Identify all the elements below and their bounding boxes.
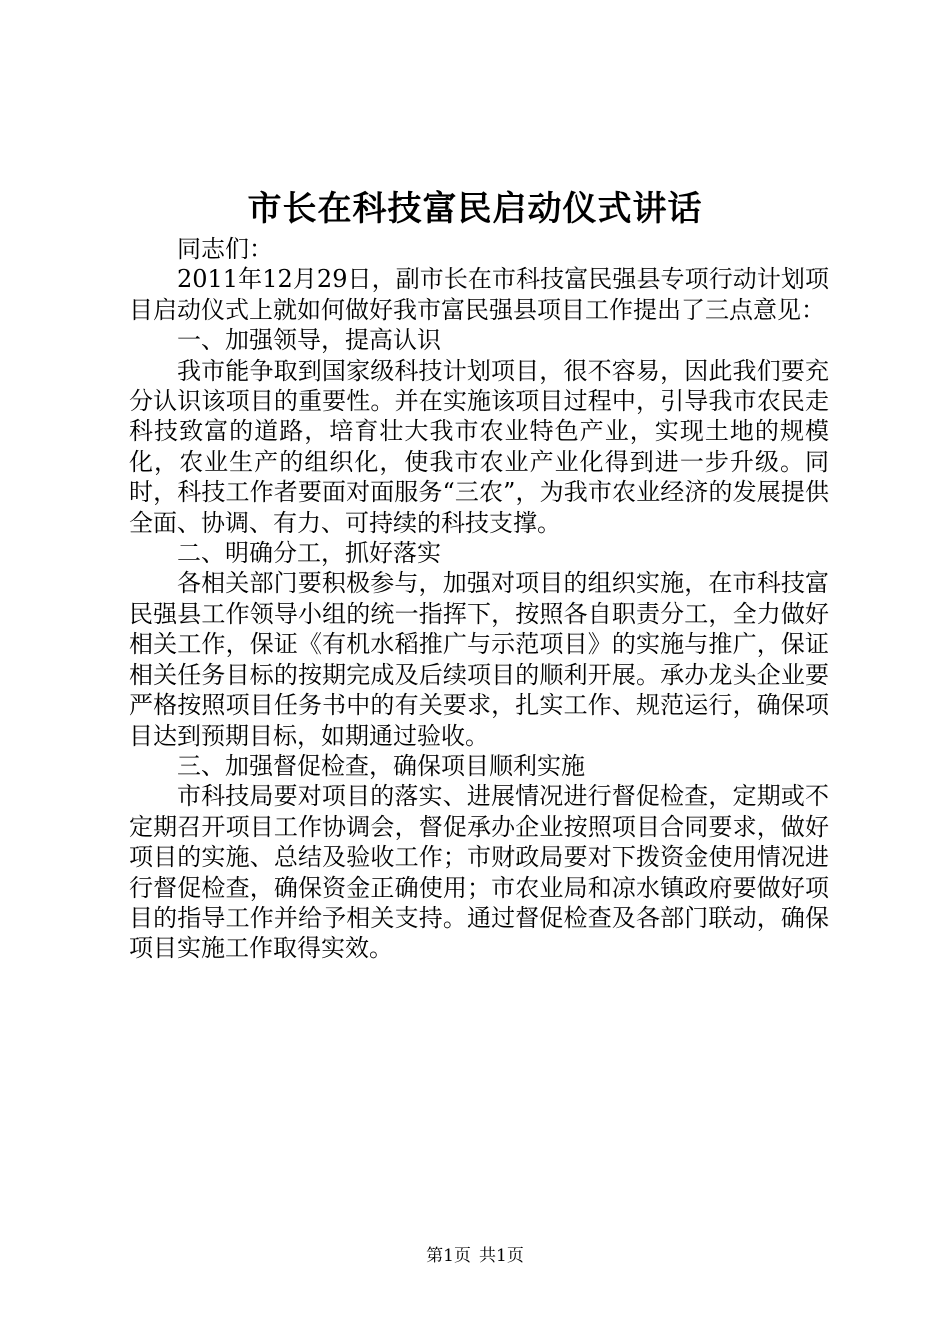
page-number-current: 第1页 [426,1246,471,1266]
section-heading-3: 三、加强督促检查，确保项目顺利实施 [177,751,585,780]
paragraph-section-1: 我市能争取到国家级科技计划项目，很不容易，因此我们要充分认识该项目的重要性。并在实施该项目过程中，引导我市农民走科技致富的道路，培育壮大我市农业特色产业，实现土地的规模化，农业生产的组织化，使我市农业产业化得到进一步升级。同时，科技工作者要面对面服务“三农”，为我市农业经济的发展提供全面、协调、有力、可持续的科技支撑。 [129,356,829,537]
section-heading-1: 一、加强领导，提高认识 [177,326,441,355]
paragraph-intro: 2011年12月29日，副市长在市科技富民强县专项行动计划项目启动仪式上就如何做好我市富民强县项目工作提出了三点意见： [129,265,829,324]
paragraph-salutation: 同志们： [177,235,273,263]
paragraph-section-3: 市科技局要对项目的落实、进展情况进行督促检查，定期或不定期召开项目工作协调会，督促承办企业按照项目合同要求，做好项目的实施、总结及验收工作；市财政局要对下拨资金使用情况进行督促检查，确保资金正确使用；市农业局和凉水镇政府要做好项目的指导工作并给予相关支持。通过督促检查及各部门联动，确保项目实施工作取得实效。 [129,782,829,963]
document-title: 市长在科技富民启动仪式讲话 [247,189,703,229]
paragraph-section-2: 各相关部门要积极参与，加强对项目的组织实施，在市科技富民强县工作领导小组的统一指挥下，按照各自职责分工，全力做好相关工作，保证《有机水稻推广与示范项目》的实施与推广，保证相关任务目标的按期完成及后续项目的顺利开展。承办龙头企业要严格按照项目任务书中的有关要求，扎实工作、规范运行，确保项目达到预期目标，如期通过验收。 [129,569,829,750]
section-heading-2: 二、明确分工，抓好落实 [177,539,441,568]
document-body [129,234,829,964]
page-number-total: 共1页 [479,1246,524,1266]
page-footer [0,1244,950,1268]
